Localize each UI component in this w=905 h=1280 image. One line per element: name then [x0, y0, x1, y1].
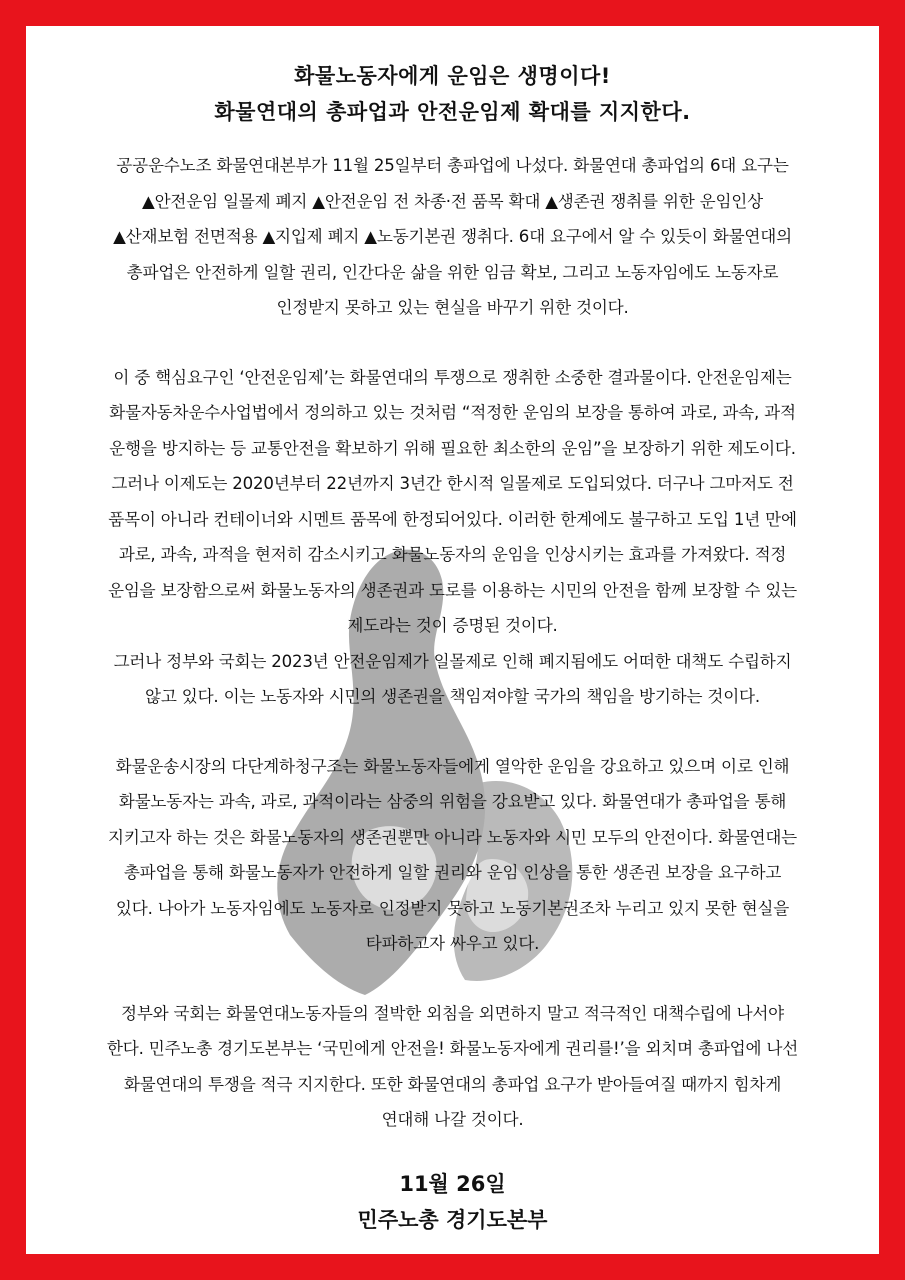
text-line: 화물자동차운수사업법에서 정의하고 있는 것처럼 “적정한 운임의 보장을 통하여 과로, 과속, 과적: [109, 403, 796, 422]
signature-block: [26, 1166, 879, 1238]
paragraph-solidarity: [32, 996, 873, 1138]
text-line: 지키고자 하는 것은 화물노동자의 생존권뿐만 아니라 노동자와 시민 모두의 안전이다. 화물연대는: [107, 827, 797, 847]
text-line: 인정받지 못하고 있는 현실을 바꾸기 위한 것이다.: [276, 298, 629, 317]
title-line-2: 화물연대의 총파업과 안전운임제 확대를 지지한다.: [214, 100, 691, 124]
text-line: 운행을 방지하는 등 교통안전을 확보하기 위해 필요한 최소한의 운임”을 보장하기 위한 제도이다.: [109, 438, 796, 458]
paragraph-subcontracting: [32, 749, 873, 962]
text-line: 그러나 이제도는 2020년부터 22년까지 3년간 한시적 일몰제로 도입되었다. 더구나 그마저도 전: [111, 474, 794, 493]
text-line: 화물노동자는 과속, 과로, 과적이라는 삼중의 위험을 강요받고 있다. 화물연대가 총파업을 통해: [118, 792, 787, 811]
text-line: 총파업을 통해 화물노동자가 안전하게 일할 권리와 운임 인상을 통한 생존권 보장을 요구하고: [123, 863, 782, 882]
text-line: 정부와 국회는 화물연대노동자들의 절박한 외침을 외면하지 말고 적극적인 대책수립에 나서야: [120, 1003, 785, 1023]
paragraph-demands: [32, 148, 873, 326]
text-line: 이 중 핵심요구인 ‘안전운임제’는 화물연대의 투쟁으로 쟁취한 소중한 결과물이다. 안전운임제는: [113, 367, 792, 387]
text-line: 공공운수노조 화물연대본부가 11월 25일부터 총파업에 나섰다. 화물연대 총파업의 6대 요구는: [116, 156, 789, 175]
text-line: 과로, 과속, 과적을 현저히 감소시키고 화물노동자의 운임을 인상시키는 효과를 가져왔다. 적정: [118, 545, 787, 564]
paragraph-safe-freight-rate: [32, 360, 873, 644]
text-line: 화물운송시장의 다단계하청구조는 화물노동자들에게 열악한 운임을 강요하고 있으며 이로 인해: [115, 756, 790, 776]
text-line: 타파하고자 싸우고 있다.: [365, 934, 540, 953]
text-line: 품목이 아니라 컨테이너와 시멘트 품목에 한정되어있다. 이러한 한계에도 불구하고 도입 1년 만에: [108, 509, 797, 529]
text-line: 않고 있다. 이는 노동자와 시민의 생존권을 책임져야할 국가의 책임을 방기하는 것이다.: [145, 687, 760, 706]
signature-organization: 민주노총 경기도본부: [357, 1207, 548, 1232]
text-line: 연대해 나갈 것이다.: [381, 1110, 524, 1129]
text-line: 있다. 나아가 노동자임에도 노동자로 인정받지 못하고 노동기본권조차 누리고 있지 못한 현실을: [115, 898, 790, 918]
text-line: 그러나 정부와 국회는 2023년 안전운임제가 일몰제로 인해 폐지됨에도 어떠한 대책도 수립하지: [113, 651, 792, 671]
text-line: 화물연대의 투쟁을 적극 지지한다. 또한 화물연대의 총파업 요구가 받아들여질 때까지 힘차게: [123, 1074, 782, 1094]
text-line: ▲안전운임 일몰제 폐지 ▲안전운임 전 차종·전 품목 확대 ▲생존권 쟁취를 위한 운임인상: [142, 191, 763, 211]
text-line: ▲산재보험 전면적용 ▲지입제 폐지 ▲노동기본권 쟁취다. 6대 요구에서 알 수 있듯이 화물연대의: [113, 227, 792, 246]
paragraph-government-inaction: [32, 644, 873, 715]
text-line: 운임을 보장함으로써 화물노동자의 생존권과 도로를 이용하는 시민의 안전을 함께 보장할 수 있는: [107, 580, 797, 600]
text-line: 제도라는 것이 증명된 것이다.: [347, 616, 558, 635]
signature-date: 11월 26일: [399, 1171, 506, 1196]
statement-content: [26, 26, 879, 1238]
title-line-1: 화물노동자에게 운임은 생명이다!: [294, 64, 611, 88]
text-line: 총파업은 안전하게 일할 권리, 인간다운 삶을 위한 임금 확보, 그리고 노동자임에도 노동자로: [126, 262, 779, 282]
text-line: 한다. 민주노총 경기도본부는 ‘국민에게 안전을! 화물노동자에게 권리를!’을 외치며 총파업에 나선: [106, 1039, 799, 1058]
statement-title: [26, 58, 879, 130]
